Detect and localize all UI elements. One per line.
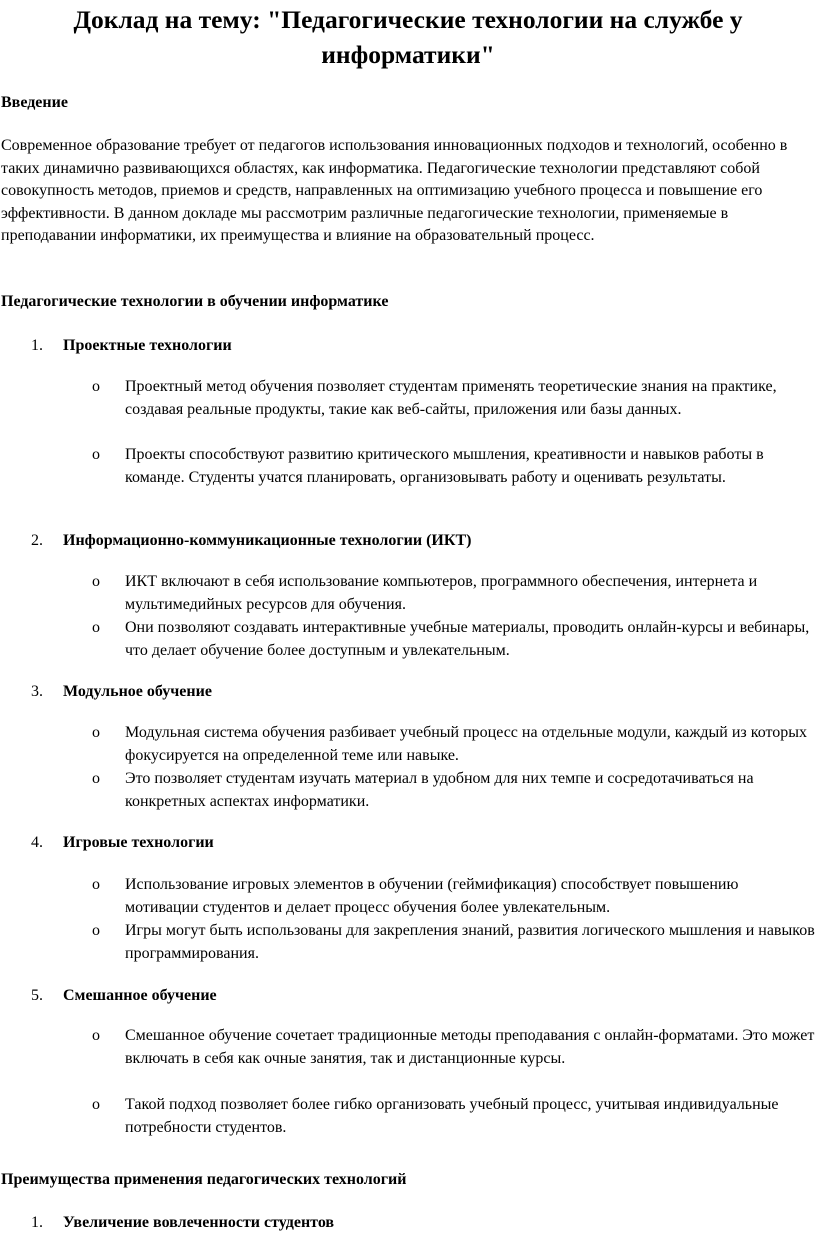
bullet-circle-icon: o	[92, 378, 100, 395]
bullet-circle-icon: o	[92, 573, 100, 590]
intro-heading: Введение	[1, 94, 68, 111]
bullet-text: Игры могут быть использованы для закрепления знаний, развития логического мышления и навыков программирования.	[125, 922, 815, 962]
list-item-number: 4.	[31, 834, 43, 851]
bullet-circle-icon: o	[92, 922, 100, 939]
list-item-title: Информационно-коммуникационные технологии (ИКТ)	[63, 532, 472, 549]
list-item-number: 3.	[31, 683, 43, 700]
list-item-number: 1.	[31, 337, 43, 354]
bullet-circle-icon: o	[92, 619, 100, 636]
document-title: Доклад на тему: "Педагогические технологии на службе у информатики"	[73, 5, 743, 69]
intro-paragraph: Современное образование требует от педагогов использования инновационных подходов и технологий, особенно в таких динамично развивающихся областях, как информатика. Педагогические технологии представляют собой совокупность методов, приемов и средств, направленных на оптимизацию учебного процесса и повышение его эффективности. В данном докладе мы рассмотрим различные педагогические технологии, применяемые в преподавании информатики, их преимущества и влияние на образовательный процесс.	[1, 137, 788, 245]
bullet-text: Это позволяет студентам изучать материал в удобном для них темпе и сосредотачиваться на конкретных аспектах информатики.	[125, 770, 754, 810]
bullet-text: Использование игровых элементов в обучении (геймификация) способствует повышению мотивации студентов и делает процесс обучения более увлекательным.	[125, 876, 739, 916]
bullet-text: Проектный метод обучения позволяет студентам применять теоретические знания на практике, создавая реальные продукты, такие как веб-сайты, приложения или базы данных.	[125, 378, 777, 418]
list-item-title: Игровые технологии	[63, 834, 214, 851]
list-item-title: Увеличение вовлеченности студентов	[63, 1214, 335, 1231]
bullet-circle-icon: o	[92, 446, 100, 463]
bullet-text: Модульная система обучения разбивает учебный процесс на отдельные модули, каждый из которых фокусируется на определенной теме или навыке.	[125, 724, 808, 764]
list-item-title: Смешанное обучение	[63, 987, 217, 1004]
bullet-text: ИКТ включают в себя использование компьютеров, программного обеспечения, интернета и мультимедийных ресурсов для обучения.	[125, 573, 758, 613]
bullet-text: Они позволяют создавать интерактивные учебные материалы, проводить онлайн-курсы и вебинары, что делает обучение более доступным и увлекательным.	[125, 619, 810, 659]
list-item-number: 5.	[31, 987, 43, 1004]
list-item-title: Проектные технологии	[63, 337, 232, 354]
list-item-title: Модульное обучение	[63, 683, 212, 700]
bullet-text: Проекты способствуют развитию критического мышления, креативности и навыков работы в команде. Студенты учатся планировать, организовывать работу и оценивать результаты.	[125, 446, 764, 486]
list-item-number: 2.	[31, 532, 43, 549]
bullet-circle-icon: o	[92, 770, 100, 787]
bullet-circle-icon: o	[92, 1027, 100, 1044]
benefits-section-heading: Преимущества применения педагогических технологий	[1, 1171, 407, 1188]
bullet-circle-icon: o	[92, 876, 100, 893]
tech-section-heading: Педагогические технологии в обучении информатике	[1, 293, 389, 310]
bullet-text: Такой подход позволяет более гибко организовать учебный процесс, учитывая индивидуальные потребности студентов.	[125, 1096, 779, 1136]
bullet-circle-icon: o	[92, 724, 100, 741]
bullet-text: Смешанное обучение сочетает традиционные методы преподавания с онлайн-форматами. Это может включать в себя как очные занятия, так и дистанционные курсы.	[125, 1027, 815, 1067]
list-item-number: 1.	[31, 1214, 43, 1231]
bullet-circle-icon: o	[92, 1096, 100, 1113]
